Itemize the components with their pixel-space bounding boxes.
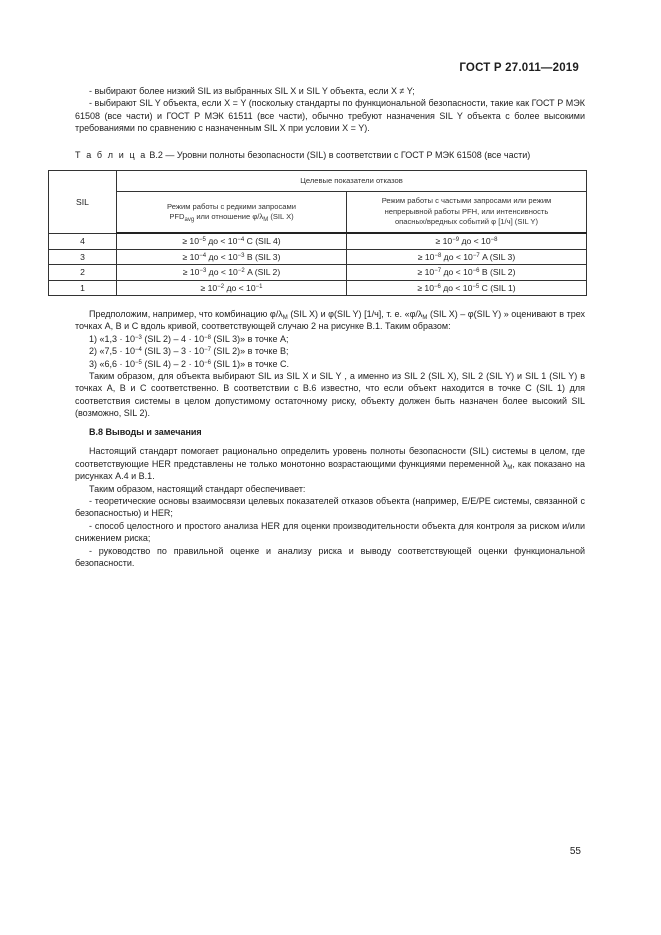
intro-text [75,85,585,135]
assumption-text [75,308,585,420]
col-low-pfd: PFD [169,212,185,221]
cell-sil: 3 [49,249,117,265]
cell-high-demand: ≥ $10^{-6}$ до < $10^{-5}$ C (SIL 1) [347,280,587,296]
table-row [49,280,587,296]
bullet-1: - теоретические основы взаимосвязи целевых показателей отказов объекта (например, E/E/PE системы, связанной с безопасностью) и HER; [75,496,585,519]
col-high-line3: опасных/вредных событий φ [1/ч] (SIL Y) [394,217,539,227]
table-row [49,265,587,281]
cell-low-demand: ≥ $10^{-2}$ до < $10^{-1}$ [117,280,347,296]
section-paragraph-1: Настоящий стандарт помогает рационально определить уровень полноты безопасности (SIL) системы в целом, где соответствующие HER представлены не только монотонно возрастающими функциями переменной $\lambda_M$, как показано на рисунках А.4 и В.1. [75,446,585,482]
document-header: ГОСТ Р 27.011—2019 [459,62,579,74]
section-b8 [75,426,585,569]
bullet-3: - руководство по правильной оценке и анализу риска и выводу соответствующей оценки функциональной безопасности. [75,545,585,569]
col-low-ratio: или отношение φ/λ [194,212,264,221]
col-high-line1: Режим работы с частыми запросами или режим [381,196,552,206]
cell-sil: 1 [49,280,117,296]
cell-high-demand: ≥ $10^{-9}$ до < $10^{-8}$ [347,233,587,249]
col-header-group: Целевые показатели отказов [117,171,587,192]
cell-low-demand: ≥ $10^{-3}$ до < $10^{-2}$ A (SIL 2) [117,265,347,281]
cell-sil: 2 [49,265,117,281]
table-caption-text: В.2 — Уровни полноты безопасности (SIL) в соответствии с ГОСТ Р МЭК 61508 (все части) [149,150,531,160]
table-row [49,233,587,249]
col-header-low-demand [117,192,347,234]
page-number: 55 [569,846,581,857]
point-c: 3) «$6,6 \cdot 10^{-5}$ (SIL $4) - 2 \cdot 10^{-6}$ (SIL 1)» в точке C. [89,358,289,369]
point-b: 2) «$7,5 \cdot 10^{-4}$ (SIL $3) - 3 \cdot 10^{-7}$ (SIL 2)» в точке B; [89,346,289,357]
intro-line-1: - выбирают более низкий SIL из выбранных SIL X и SIL Y объекта, если X ≠ Y; [89,86,415,96]
table-caption-prefix: Т а б л и ц а [75,150,147,160]
point-a: 1) «$1,3 \cdot 10^{-3}$ (SIL $2) - 4 \cdot 10^{-8}$ (SIL 3)» в точке A; [89,333,289,344]
assumption-paragraph: Предположим, например, что комбинацию $\varphi/\lambda_M$ (SIL X) и φ(SIL Y) [1/ч], т. е. «$\varphi/\lambda_M$ (SIL X) – φ(SIL Y) » оценивают в трех точках A, B и C вдоль кривой, соответствующей случаю 2 на рисунке В.1. Таким образом: [75,309,586,332]
bullet-2: - способ целостного и простого анализа HER для оценки производительности объекта для контроля за риском и/или снижением риска; [75,520,585,544]
cell-high-demand: ≥ $10^{-8}$ до < $10^{-7}$ A (SIL 3) [347,249,587,265]
cell-low-demand: ≥ $10^{-4}$ до < $10^{-3}$ B (SIL 3) [117,249,347,265]
section-title: В.8 Выводы и замечания [89,427,202,437]
intro-line-2: - выбирают SIL Y объекта, если X = Y (поскольку стандарты по функциональной безопасности, такие как ГОСТ Р МЭК 61508 (все части) и ГОСТ Р МЭК 61511 (все части), обычно требуют назначения SIL Y объекта с более высокими требованиями по сравнению с назначенным SIL X при условии X = Y). [75,98,585,134]
cell-high-demand: ≥ $10^{-7}$ до < $10^{-6}$ B (SIL 2) [347,265,587,281]
col-header-sil: SIL [49,171,117,234]
section-paragraph-2: Таким образом, настоящий стандарт обеспечивает: [89,483,306,494]
col-header-high-demand [347,192,587,234]
col-low-line1: Режим работы с редкими запросами [167,201,296,211]
col-high-line2: непрерывной работы PFH, или интенсивность [384,206,549,216]
sil-table [48,170,587,296]
conclusion-paragraph: Таким образом, для объекта выбирают SIL из SIL X и SIL Y , а именно из SIL 2 (SIL X), SIL 2 (SIL Y) и SIL 1 (SIL Y) в точках A, B и C соответственно. В соответствии с В.6 известно, что если объект находится в точке C (SIL 1) для соответствия системы в целом допустимому остаточному риску, объекту должен быть назначен более высокий SIL (возможно, SIL 2). [75,371,585,419]
cell-sil: 4 [49,233,117,249]
col-low-sub-m: M [263,217,269,223]
table-caption [75,150,595,160]
col-low-sub-avg: avg [184,217,195,223]
col-low-silx: (SIL X) [268,212,294,221]
cell-low-demand: ≥ $10^{-5}$ до < $10^{-4}$ C (SIL 4) [117,233,347,249]
table-row [49,249,587,265]
